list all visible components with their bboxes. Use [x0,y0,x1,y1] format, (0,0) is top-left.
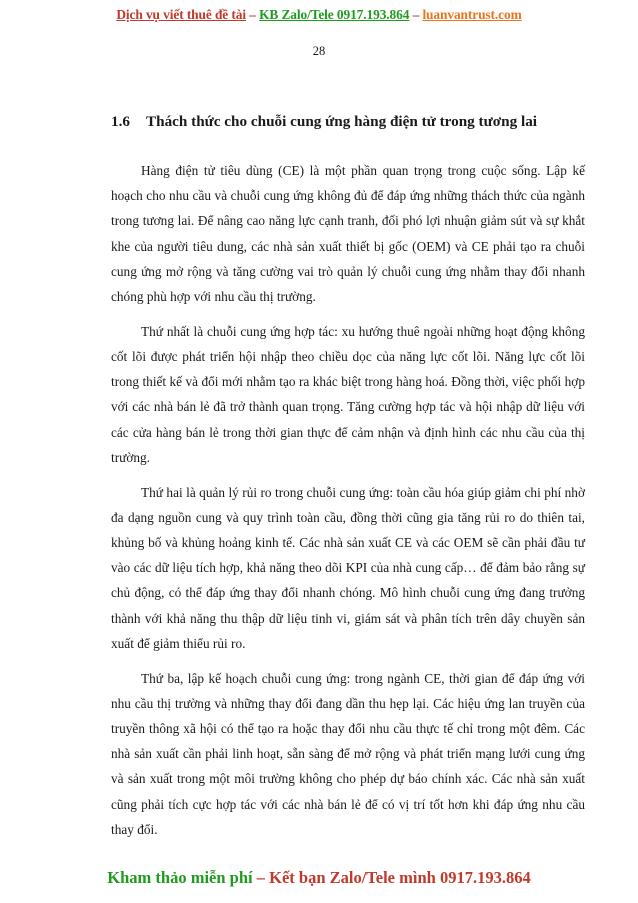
banner-separator: – [245,7,260,22]
bottom-banner [0,868,638,888]
body-text [111,158,585,852]
section-title: Thách thức cho chuỗi cung ứng hàng điện tử trong tương lai [146,113,538,130]
paragraph: Hàng điện tử tiêu dùng (CE) là một phần quan trọng trong cuộc sống. Lập kế hoạch cho nhu cầu và chuỗi cung ứng không đủ để đáp ứng những thách thức của ngành trong tương lai. Để nâng cao năng lực cạnh tranh, đối phó lợi nhuận giảm sút và sự khắt khe của người tiêu dung, các nhà sản xuất thiết bị gốc (OEM) và CE phải tạo ra chuỗi cung ứng mở rộng và tăng cường vai trò quản lý chuỗi cung ứng nhằm thay đổi nhanh chóng phù hợp với nhu cầu thị trường. [111,163,585,305]
paragraph: Thứ ba, lập kế hoạch chuỗi cung ứng: trong ngành CE, thời gian để đáp ứng với nhu cầu thị trường và những thay đổi đang dần thu hẹp lại. Các hiệu ứng lan truyền của truyền thông xã hội có thể tạo ra hoặc thay đổi nhu cầu thực tế chỉ trong một đêm. Các nhà sản xuất cần phải linh hoạt, sẵn sàng để mở rộng và phát triển mạng lưới cung ứng và sản xuất trong một môi trường không cho phép dự báo chính xác. Các nhà sản xuất cũng phải tích cực hợp tác với các nhà bán lẻ để có vị trí tốt hơn khi đáp ứng nhu cầu thay đổi. [111,670,585,837]
footer-contact-text: Kết bạn Zalo/Tele mình 0917.193.864 [269,868,531,887]
paragraph: Thứ nhất là chuỗi cung ứng hợp tác: xu hướng thuê ngoài những hoạt động không cốt lõi được phát triển hội nhập theo chiều dọc của năng lực cốt lõi. Năng lực cốt lõi trong thiết kế và đổi mới nhằm tạo ra khác biệt trong hàng hoá. Đồng thời, việc phối hợp với các nhà bán lẻ đã trở thành quan trọng. Tăng cường hợp tác và hội nhập dữ liệu với các cửa hàng bán lẻ trong thời gian thực để cảm nhận và định hình các nhu cầu của thị trường. [111,323,585,465]
page-number: 28 [312,44,326,58]
banner-separator: – [409,7,423,22]
section-heading [111,113,537,131]
section-number: 1.6 [111,113,130,130]
top-banner [0,7,638,23]
banner-contact-text[interactable]: KB Zalo/Tele 0917.193.864 [259,7,410,22]
footer-free-reference-text: Kham thảo miễn phí [107,868,253,887]
banner-website-link[interactable]: luanvantrust.com [422,7,522,22]
paragraph: Thứ hai là quản lý rủi ro trong chuỗi cung ứng: toàn cầu hóa giúp giảm chi phí nhờ đa dạng nguồn cung và quy trình toàn cầu, đồng thời cũng gia tăng rủi ro do thiên tai, khủng bố và khủng hoảng kinh tế. Các nhà sản xuất CE và các OEM sẽ cần phải đầu tư vào các dữ liệu tích hợp, khả năng theo dõi KPI của nhà cung cấp… để đảm bảo rằng sự chủ động, có thể đáp ứng thay đổi nhanh chóng. Mô hình chuỗi cung ứng đang trưởng thành với khả năng thu thập dữ liệu tinh vi, giám sát và phân tích trên dây chuyền sản xuất để giảm thiểu rủi ro. [111,484,585,651]
footer-separator: – [252,868,270,887]
banner-service-text[interactable]: Dịch vụ viết thuê đề tài [116,7,246,22]
